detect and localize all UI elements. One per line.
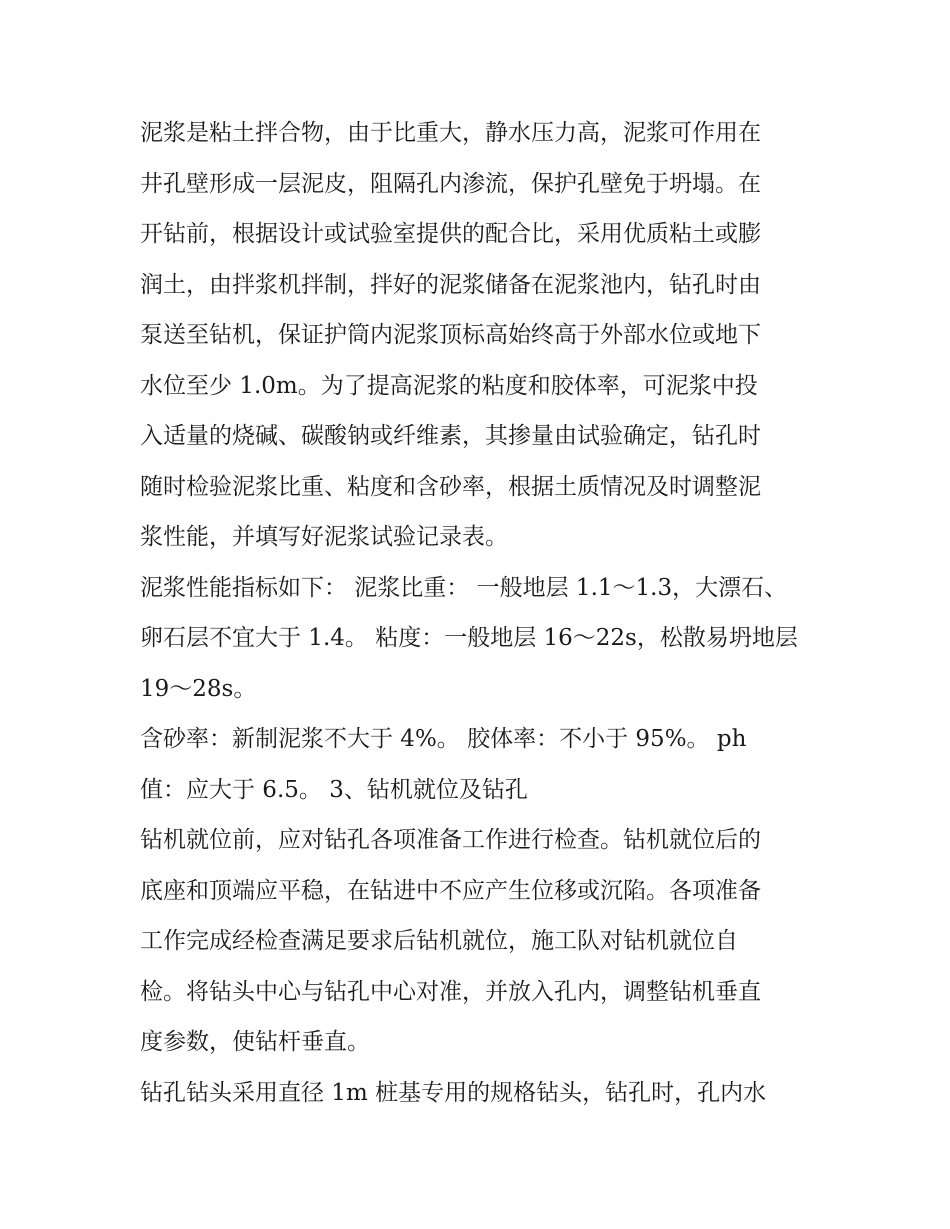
text-line: 度参数，使钻杆垂直。 [140,1029,370,1055]
text-line: 检。将钻头中心与钻孔中心对准，并放入孔内，调整钻机垂直 [140,978,761,1005]
text-line: 泥浆是粘土拌合物，由于比重大，静水压力高，泥浆可作用在 [140,120,761,146]
text-line: 底座和顶端应平稳，在钻进中不应产生位移或沉陷。各项准备 [140,877,761,904]
text-line: 随时检验泥浆比重、粘度和含砂率，根据土质情况及时调整泥 [140,473,761,500]
text-line: 开钻前，根据设计或试验室提供的配合比，采用优质粘土或膨 [140,221,761,247]
text-line: 钻机就位前，应对钻孔各项准备工作进行检查。钻机就位后的 [140,827,761,853]
text-line: 工作完成经检查满足要求后钻机就位，施工队对钻机就位自 [140,928,738,954]
text-line: 泥浆性能指标如下： 泥浆比重： 一般地层 1.1～1.3，大漂石、 [140,574,788,601]
text-line: 入适量的烧碱、碳酸钠或纤维素，其掺量由试验确定，钻孔时 [140,423,761,449]
text-line: 值：应大于 6.5。 3、钻机就位及钻孔 [140,776,528,803]
text-line: 含砂率：新制泥浆不大于 4%。 胶体率：不小于 95%。 ph [140,726,747,752]
text-line: 浆性能，并填写好泥浆试验记录表。 [140,524,508,550]
document-body [140,108,816,1118]
text-line: 泵送至钻机，保证护筒内泥浆顶标高始终高于外部水位或地下 [140,322,761,348]
text-line: 钻孔钻头采用直径 1m 桩基专用的规格钻头，钻孔时，孔内水 [140,1079,767,1106]
text-line: 卵石层不宜大于 1.4。 粘度：一般地层 16～22s，松散易坍地层 [140,625,798,651]
text-line: 19～28s。 [140,675,257,702]
text-line: 润土，由拌浆机拌制，拌好的泥浆储备在泥浆池内，钻孔时由 [140,271,761,298]
text-line: 井孔壁形成一层泥皮，阻隔孔内渗流，保护孔壁免于坍塌。在 [140,170,761,197]
text-line: 水位至少 1.0m。为了提高泥浆的粘度和胶体率，可泥浆中投 [140,372,758,399]
